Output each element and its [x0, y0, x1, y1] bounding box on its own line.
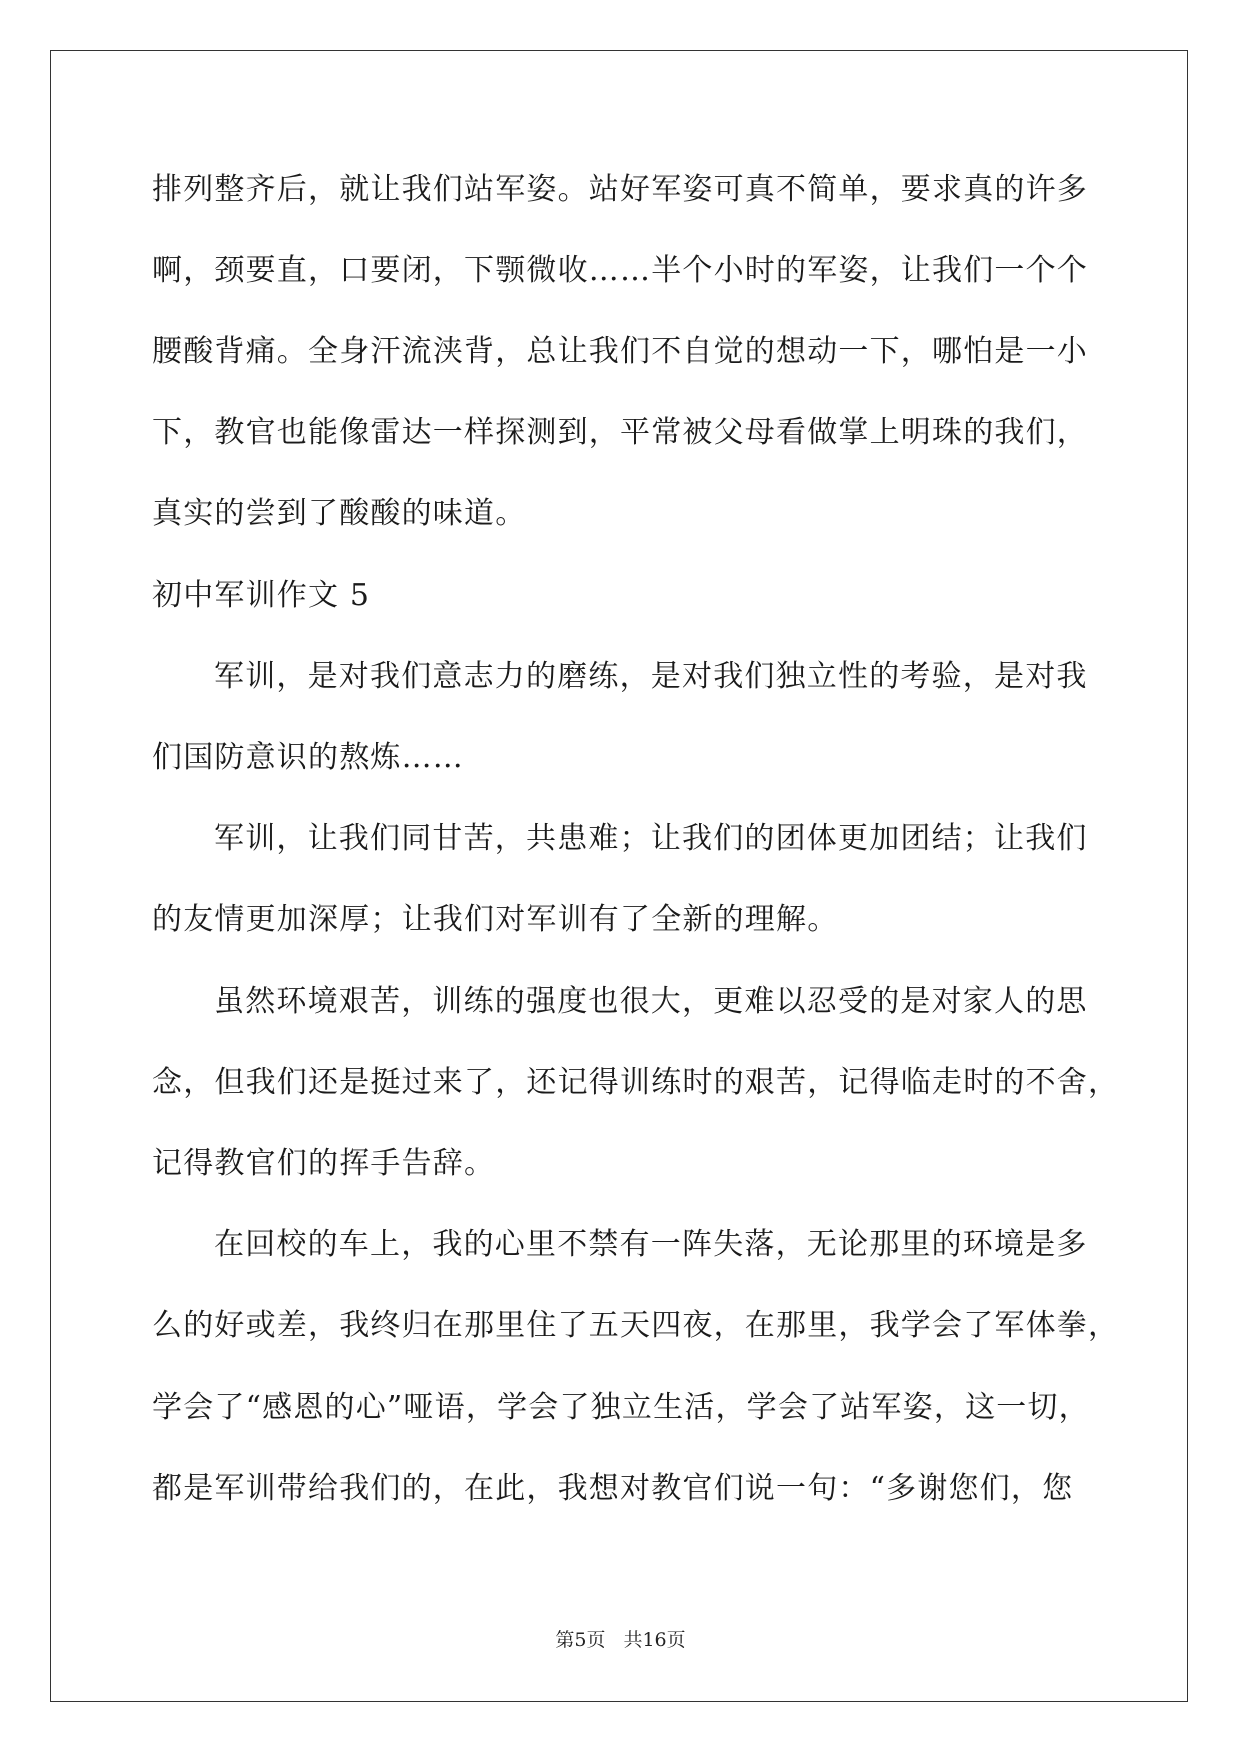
- body-line-16: 学会了“感恩的心”哑语，学会了独立生活，学会了站军姿，这一切，: [152, 1390, 1090, 1425]
- body-line-2: 啊，颈要直，口要闭，下颚微收……半个小时的军姿，让我们一个个: [152, 253, 1088, 288]
- body-line-9: 军训，让我们同甘苦，共患难；让我们的团体更加团结；让我们: [214, 821, 1088, 856]
- page-number-total: 共16页: [623, 1629, 686, 1651]
- page-footer: [0, 1628, 1241, 1652]
- body-line-5: 真实的尝到了酸酸的味道。: [152, 496, 527, 531]
- body-line-7: 军训，是对我们意志力的磨练，是对我们独立性的考验，是对我: [214, 659, 1088, 694]
- body-line-13: 记得教官们的挥手告辞。: [152, 1146, 496, 1181]
- body-line-1: 排列整齐后，就让我们站军姿。站好军姿可真不简单，要求真的许多: [152, 172, 1088, 207]
- body-line-3: 腰酸背痛。全身汗流浃背，总让我们不自觉的想动一下，哪怕是一小: [152, 334, 1088, 369]
- body-line-17: 都是军训带给我们的，在此，我想对教官们说一句：“多谢您们，您: [152, 1471, 1074, 1506]
- page-number-current: 第5页: [555, 1629, 606, 1651]
- page-border: [50, 50, 1188, 1702]
- body-line-10: 的友情更加深厚；让我们对军训有了全新的理解。: [152, 902, 839, 937]
- body-line-11: 虽然环境艰苦，训练的强度也很大，更难以忍受的是对家人的思: [214, 984, 1088, 1019]
- body-line-14: 在回校的车上，我的心里不禁有一阵失落，无论那里的环境是多: [214, 1227, 1088, 1262]
- section-heading: 初中军训作文 5: [152, 578, 371, 613]
- body-line-4: 下，教官也能像雷达一样探测到，平常被父母看做掌上明珠的我们，: [152, 415, 1088, 450]
- body-line-12: 念，但我们还是挺过来了，还记得训练时的艰苦，记得临走时的不舍，: [152, 1065, 1120, 1100]
- body-line-8: 们国防意识的熬炼……: [152, 740, 464, 775]
- body-line-15: 么的好或差，我终归在那里住了五天四夜，在那里，我学会了军体拳，: [152, 1308, 1120, 1343]
